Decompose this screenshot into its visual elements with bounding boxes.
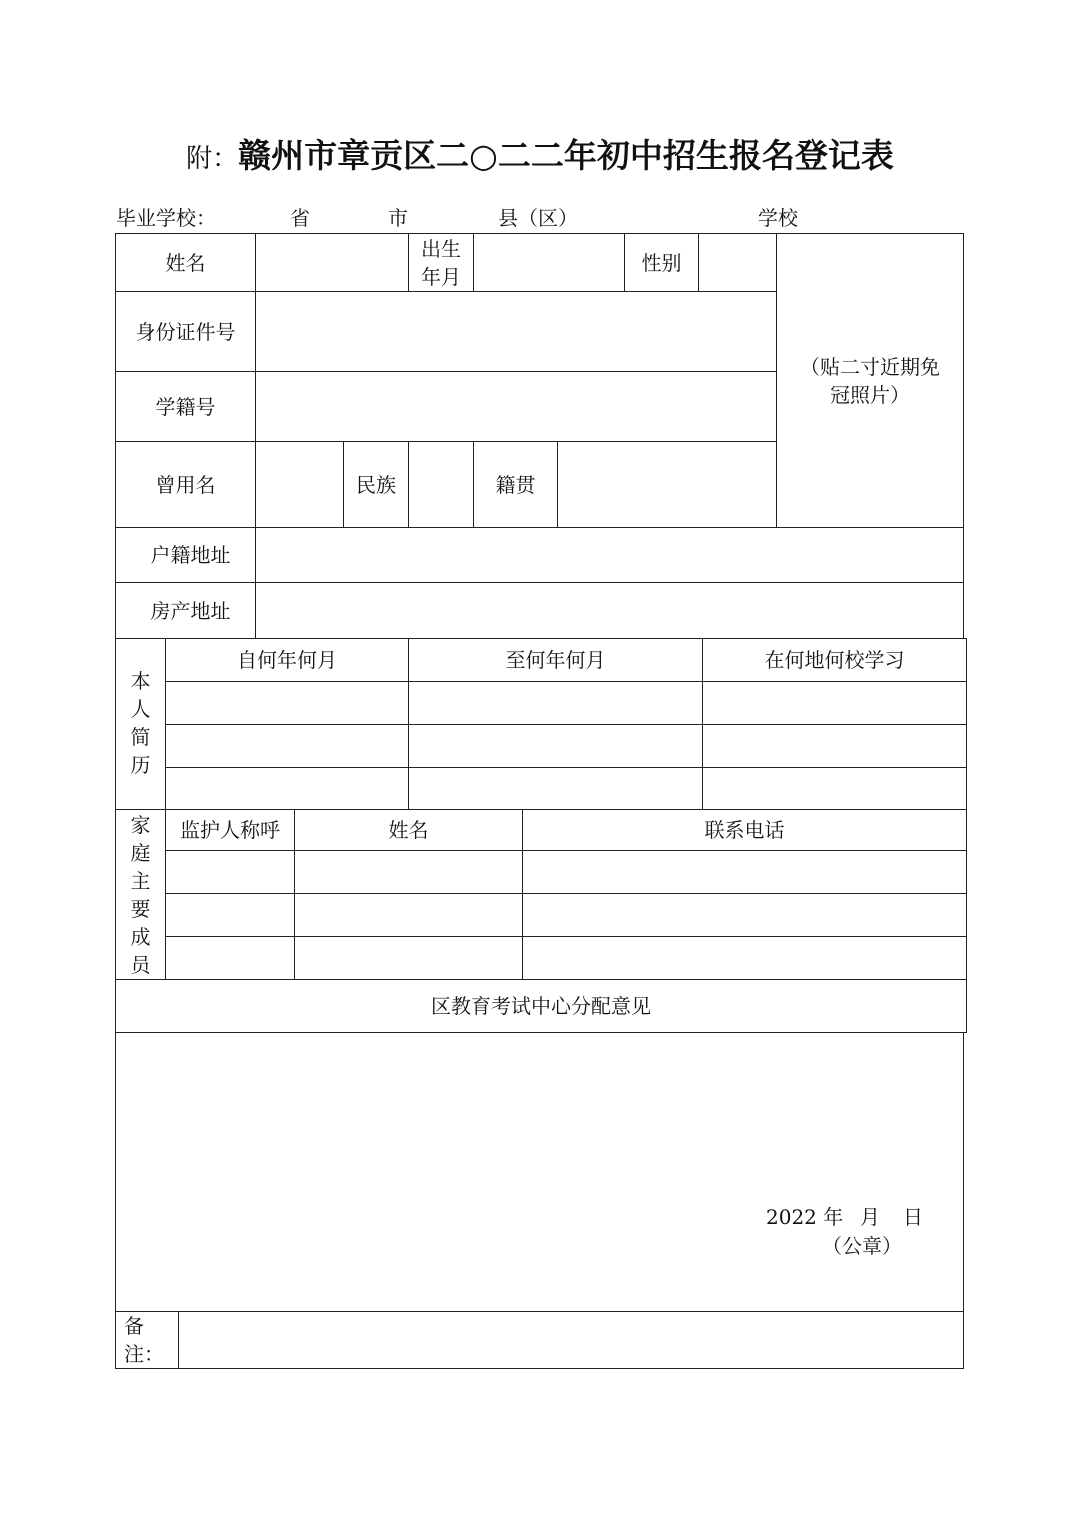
opinion-year: 2022 年 bbox=[766, 1205, 844, 1229]
remarks-label bbox=[116, 1312, 178, 1368]
photo-note-line1: （贴二寸近期免 bbox=[800, 354, 940, 379]
title-prefix: 附： bbox=[186, 144, 239, 174]
resume-row1-school[interactable] bbox=[703, 682, 966, 724]
former-name-label: 曾用名 bbox=[155, 472, 216, 497]
resume-row2-school[interactable] bbox=[703, 725, 966, 767]
opinion-day: 日 bbox=[903, 1205, 923, 1229]
family-header-name: 姓名 bbox=[388, 818, 429, 842]
resume-header-school: 在何地何校学习 bbox=[764, 648, 905, 672]
id-number-label: 身份证件号 bbox=[135, 319, 236, 344]
resume-side-char: 简 bbox=[130, 725, 151, 749]
resume-row3-to[interactable] bbox=[409, 768, 702, 809]
property-address-input[interactable] bbox=[256, 583, 963, 638]
household-address-input[interactable] bbox=[256, 528, 963, 582]
former-name-input[interactable] bbox=[256, 442, 343, 527]
city-label: 市 bbox=[388, 206, 408, 230]
name-input[interactable] bbox=[256, 234, 408, 291]
resume-side-char: 历 bbox=[130, 753, 151, 777]
birth-label-line2: 年月 bbox=[421, 264, 461, 289]
family-side-char: 成 bbox=[130, 924, 151, 949]
opinion-seal: （公章） bbox=[822, 1234, 902, 1258]
line bbox=[963, 1032, 964, 1369]
resume-side-char: 本 bbox=[130, 669, 151, 693]
line bbox=[966, 638, 967, 1033]
province-label: 省 bbox=[290, 206, 310, 230]
resume-side-label bbox=[116, 660, 165, 786]
family-header-relation: 监护人称呼 bbox=[180, 818, 280, 842]
family-header-phone: 联系电话 bbox=[704, 818, 785, 842]
remarks-input[interactable] bbox=[179, 1312, 963, 1368]
resume-side-char: 人 bbox=[130, 697, 151, 721]
family-side-char: 家 bbox=[130, 812, 151, 837]
family-side-char: 要 bbox=[130, 896, 151, 921]
resume-row3-school[interactable] bbox=[703, 768, 966, 809]
ethnicity-input[interactable] bbox=[409, 442, 473, 527]
family-row3-relation[interactable] bbox=[166, 937, 294, 979]
opinion-month: 月 bbox=[860, 1205, 880, 1229]
resume-row1-to[interactable] bbox=[409, 682, 702, 724]
resume-row2-from[interactable] bbox=[166, 725, 408, 767]
family-side-label bbox=[116, 810, 165, 979]
household-address-label: 户籍地址 bbox=[150, 543, 231, 567]
ethnicity-label: 民族 bbox=[356, 472, 396, 497]
resume-row2-to[interactable] bbox=[409, 725, 702, 767]
resume-header-from: 自何年何月 bbox=[237, 648, 337, 672]
id-number-input[interactable] bbox=[256, 292, 776, 371]
family-row1-phone[interactable] bbox=[523, 851, 966, 893]
family-row1-name[interactable] bbox=[295, 851, 522, 893]
native-place-label: 籍贯 bbox=[495, 472, 536, 497]
student-number-label: 学籍号 bbox=[155, 394, 216, 419]
family-row2-phone[interactable] bbox=[523, 894, 966, 936]
resume-row3-from[interactable] bbox=[166, 768, 408, 809]
opinion-header: 区教育考试中心分配意见 bbox=[431, 994, 651, 1018]
opinion-input[interactable] bbox=[116, 1033, 963, 1311]
birth-label-line1: 出生 bbox=[421, 236, 461, 261]
school-suffix-label: 学校 bbox=[758, 206, 798, 230]
family-side-char: 庭 bbox=[130, 840, 151, 865]
family-row3-phone[interactable] bbox=[523, 937, 966, 979]
line bbox=[115, 1368, 964, 1369]
gender-input[interactable] bbox=[699, 234, 776, 291]
photo-note-line2: 冠照片） bbox=[830, 382, 910, 407]
family-row2-relation[interactable] bbox=[166, 894, 294, 936]
student-number-input[interactable] bbox=[256, 372, 776, 441]
birth-input[interactable] bbox=[474, 234, 624, 291]
family-side-char: 主 bbox=[130, 868, 151, 893]
resume-header-to: 至何年何月 bbox=[505, 648, 606, 672]
remarks-label-line2: 注： bbox=[124, 1342, 164, 1366]
property-address-label: 房产地址 bbox=[150, 598, 231, 623]
family-row1-relation[interactable] bbox=[166, 851, 294, 893]
name-label: 姓名 bbox=[165, 250, 206, 275]
gender-label: 性别 bbox=[641, 250, 682, 275]
line bbox=[963, 233, 964, 638]
native-place-input[interactable] bbox=[558, 442, 776, 527]
photo-box[interactable] bbox=[777, 234, 963, 527]
birth-label bbox=[409, 234, 473, 291]
county-label: 县（区） bbox=[498, 206, 578, 230]
family-side-char: 员 bbox=[130, 952, 151, 977]
remarks-label-line1: 备 bbox=[124, 1314, 144, 1338]
resume-row1-from[interactable] bbox=[166, 682, 408, 724]
family-row2-name[interactable] bbox=[295, 894, 522, 936]
title-main: 赣州市章贡区二○二二年初中招生报名登记表 bbox=[238, 136, 894, 175]
family-row3-name[interactable] bbox=[295, 937, 522, 979]
school-label: 毕业学校： bbox=[116, 206, 216, 230]
